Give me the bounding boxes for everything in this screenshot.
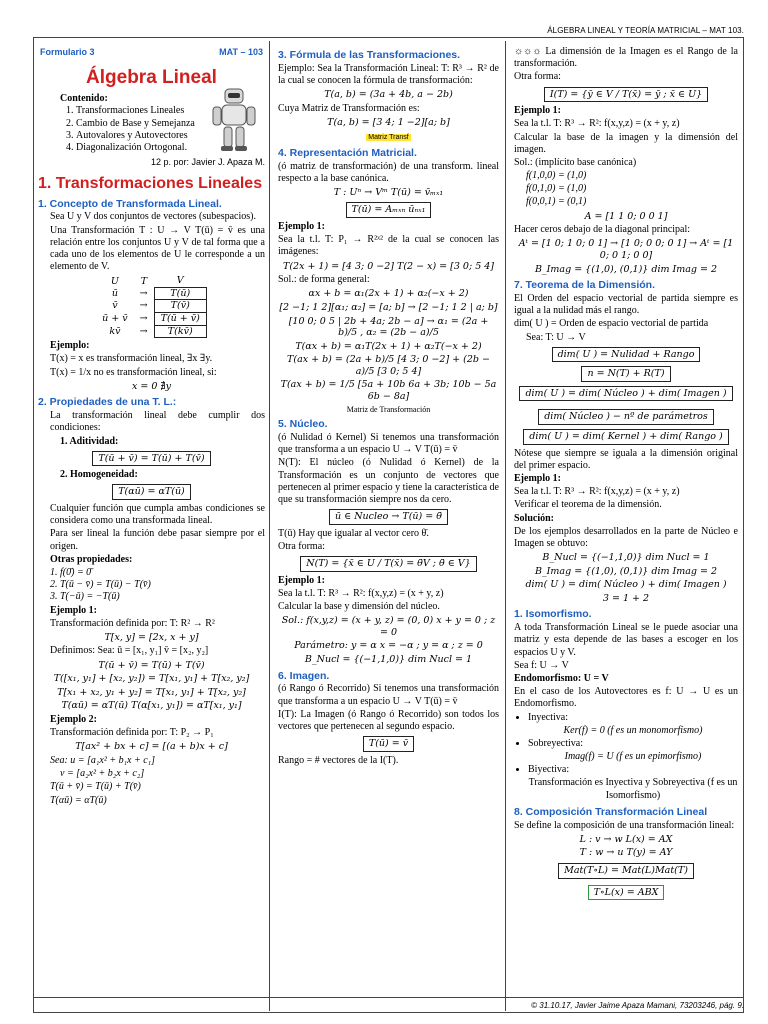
column-1: [34, 41, 270, 1011]
map-cell: v̄: [112, 300, 118, 312]
map-cell: T(kv̄): [154, 325, 206, 338]
contents-block: [38, 93, 265, 154]
example-label: Ejemplo 1:: [50, 604, 97, 616]
example-label: Solución:: [514, 512, 555, 524]
morphism-item: • Biyectiva:: [528, 764, 738, 776]
author-line: 12 p. por: Javier J. Apaza M.: [150, 157, 265, 168]
map-cell: T(ū + v̄): [154, 313, 206, 326]
formula: B_Nucl = {(−1,1,0)} dim Nucl = 1: [304, 654, 473, 666]
formula: B_Imag = {(1,0), (0,1)} dim Imag = 2: [534, 565, 718, 577]
section-title-isomorfismo: 1. Isomorfismo.: [514, 608, 592, 621]
formula: B_Imag = {(1,0), (0,1)} dim Imag = 2: [534, 263, 718, 275]
matrix-caption: Matriz de Transformación: [346, 404, 431, 414]
paragraph: T(ū) Hay que igualar al vector cero θ̄.: [278, 527, 429, 539]
running-header: ÁLGEBRA LINEAL Y TEORÍA MATRICIAL – MAT 103.: [547, 26, 744, 35]
map-arrow: →: [139, 287, 148, 299]
formula: v = [a₂x² + b₂x + c₂]: [60, 768, 145, 780]
example-label: Ejemplo 1:: [278, 574, 325, 586]
map-head: T: [140, 275, 148, 287]
formula: dim( U ) = dim( Núcleo ) + dim( Imagen ): [525, 579, 727, 591]
map-cell: ū: [111, 287, 118, 299]
formula-box: ū ∈ Nucleo → T(ū) = θ̄: [329, 509, 448, 525]
column-2: [270, 41, 506, 1011]
formula: T[x, y] = [2x, x + y]: [104, 631, 199, 643]
formula: αx + b = α₁(2x + 1) + α₂(−x + 2): [308, 288, 469, 300]
formula-box: dim( U ) = Nulidad + Rango: [552, 347, 701, 363]
formula: T(αū) = αT(ū) T(α[x₁, y₁]) = αT[x₁, y₁]: [61, 700, 242, 712]
paragraph: Cuya Matriz de Transformación es:: [278, 102, 420, 114]
subheading: 1. Aditividad:: [60, 435, 119, 447]
formula: Parámetro: y = α x = −α ; y = α ; z = 0: [294, 640, 483, 652]
formula: T : Uⁿ → Vᵐ T(ū) = v̄ₘₓ₁: [333, 186, 444, 198]
paragraph: Sea U y V dos conjuntos de vectores (subespacios).: [50, 211, 256, 223]
formula: T([x₁, y₁] + [x₂, y₂]) = T[x₁, y₁] + T[x₂, y₂]: [53, 673, 250, 685]
paragraph: Sea la t.l. T: P₁ → R²ˣ² de la cual se conocen las imágenes:: [278, 234, 499, 258]
morphism-list: [514, 712, 738, 802]
paragraph: Cualquier función que cumpla ambas condiciones se considera como una transformada lineal.: [50, 503, 265, 527]
section-title-composicion: 8. Composición Transformación Lineal: [514, 805, 708, 818]
formula-box: T(ū + v̄) = T(ū) + T(v̄): [92, 451, 210, 467]
section-title-representacion: 4. Representación Matricial.: [278, 146, 417, 159]
formulario-label: Formulario 3: [40, 47, 95, 57]
formula: T(a, b) = (3a + 4b, a − 2b): [324, 89, 453, 101]
formula: T(αx + b) = α₁T(2x + 1) + α₂T(−x + 2): [295, 340, 482, 352]
robot-illustration: [207, 87, 261, 153]
paragraph: A toda Transformación Lineal se le puede asociar una matriz y esta depende de las bases a escoger en los espacios U y V.: [514, 622, 738, 658]
running-footer: © 31.10.17, Javier Jaime Apaza Mamani, 73203246, pág. 9.: [531, 1001, 744, 1011]
paragraph: (ó Rango ó Recorrido) Si tenemos una transformación que transforma a un espacio U → V T(ū) = v̄: [278, 683, 499, 707]
paragraph: Calcular la base y dimensión del núcleo.: [278, 601, 440, 613]
formula: T(αū) = αT(ū): [50, 794, 107, 806]
example-label: Ejemplo:: [50, 340, 90, 352]
paragraph: Una Transformación T : U → V T(ū) = v̄ es una relación entre los conjuntos U y V de tal forma que a cada uno de los elementos de U le corresponde a un elemento de V.: [50, 224, 265, 273]
morphism-detail: Transformación es Inyectiva y Sobreyectiva (f es un Isomorfismo): [528, 777, 738, 801]
paragraph: ☼☼☼ La dimensión de la Imagen es el Rango de la transformación.: [514, 46, 738, 70]
formula: x = 0 ∄y: [132, 380, 171, 392]
section-title-formula: 3. Fórmula de las Transformaciones.: [278, 49, 461, 61]
paragraph: T(x) = x es transformación lineal, ∃x ∃y.: [50, 353, 213, 365]
formula-box-green: T∘L(x) = ABX: [588, 885, 665, 901]
paragraph: Sea: T: U → V: [526, 331, 586, 343]
formula: T(ū + v̄) = T(ū) + T(v̄): [50, 781, 141, 793]
contents-item: 2. Cambio de Base y Semejanza: [76, 118, 265, 130]
property-item: 2. T(ū − v̄) = T(ū) − T(v̄): [60, 579, 265, 591]
formula: A = [1 1 0; 0 0 1]: [584, 210, 668, 222]
example-label: Ejemplo 1:: [514, 105, 561, 117]
formula: T : w → u T(y) = AY: [579, 847, 673, 859]
paragraph: Sea la t.l. T: R³ → R²: f(x,y,z) = (x + y, z): [278, 587, 444, 599]
formula-box: Mat(T∘L) = Mat(L)Mat(T): [558, 863, 694, 879]
paragraph: Otra forma:: [514, 71, 561, 83]
paragraph: Hacer ceros debajo de la diagonal principal:: [514, 224, 691, 236]
contents-item: 4. Diagonalización Ortogonal.: [76, 142, 265, 154]
example-label: Ejemplo 1:: [278, 221, 325, 233]
paragraph: Otra forma:: [278, 541, 325, 552]
map-arrow: →: [139, 313, 148, 325]
paragraph: Para ser lineal la función debe pasar siempre por el origen.: [50, 528, 265, 552]
section-title-propiedades: 2. Propiedades de una T. L.:: [38, 396, 177, 409]
formula: [10 0; 0 5 | 2b + 4a; 2b − a] → α₁ = (2a + b)/5 , α₂ = (2b − a)/5: [288, 315, 489, 339]
paragraph: (ó matriz de transformación) de una transform. lineal respecto a la base canónica.: [278, 160, 499, 184]
property-item: 3. T(−ū) = −T(ū): [60, 591, 265, 603]
map-arrow: →: [139, 300, 148, 312]
paragraph: Transformación definida por: T: R² → R²: [50, 617, 215, 629]
formula: Aᵗ = [1 0; 1 0; 0 1] → [1 0; 0 0; 0 1] → Aᵗ = [1 0; 0 1; 0 0]: [518, 238, 734, 261]
mapping-table: [96, 275, 207, 338]
paragraph: Calcular la base de la imagen y la dimensión del imagen.: [514, 131, 738, 155]
paragraph: El Orden del espacio vectorial de partida siempre es igual a la nulidad más el rango.: [514, 292, 738, 317]
subheading: Otras propiedades:: [50, 553, 133, 565]
column-3: [506, 41, 744, 1011]
morphism-detail: Imag(f) = U (f es un epimorfismo): [564, 751, 702, 763]
contents-item: 3. Autovalores y Autovectores: [76, 130, 265, 142]
formula: T(ū + v̄) = T(ū) + T(v̄): [98, 659, 205, 671]
morphism-detail: Ker(f) = 0 (f es un monomorfismo): [563, 724, 703, 736]
example-label: Ejemplo 2:: [50, 713, 97, 725]
formula: 3 = 1 + 2: [602, 592, 650, 604]
paragraph: dim( U ) = Orden de espacio vectorial de partida: [514, 318, 709, 330]
formula-box: T(ū) = Aₘₓₙ ūₙₓ₁: [346, 202, 432, 218]
paragraph: Definimos: Sea: ū = [x₁, y₁] v̄ = [x₂, y₂]: [50, 645, 209, 657]
formula: L : v → w L(x) = AX: [579, 833, 673, 845]
example-label: Ejemplo 1:: [514, 472, 561, 484]
section-title-nucleo: 5. Núcleo.: [278, 418, 328, 431]
formula: T(a, b) = [3 4; 1 −2][a; b]: [327, 116, 450, 128]
paragraph: Rango = # vectores de la I(T).: [278, 754, 399, 766]
contents-title: Contenido:: [60, 93, 108, 105]
map-cell: ū + v̄: [102, 313, 128, 325]
paragraph: Sol.: (implícito base canónica): [514, 156, 637, 168]
formula-box: dim( U ) = dim( Kernel ) + dim( Rango ): [523, 429, 728, 445]
paragraph: (ó Nulidad ó Kernel) Si tenemos una transformación que transforma a un espacio U → V T(ū) = v̄: [278, 432, 499, 456]
formula: [2 −1; 1 2][α₁; α₂] = [a; b] → [2 −1; 1 2 | a; b]: [279, 301, 498, 313]
formula-box: n = N(T) + R(T): [581, 366, 670, 382]
properties-list: [38, 567, 265, 604]
formula-box: dim( Núcleo ) − nº de parámetros: [538, 409, 714, 425]
subheading: Endomorfismo: U = V: [514, 672, 609, 684]
formula: f(0,1,0) = (1,0): [526, 183, 587, 195]
paragraph: T(x) = 1/x no es transformación lineal, si:: [50, 366, 217, 378]
map-cell: kv̄: [109, 325, 121, 337]
formula: f(0,0,1) = (0,1): [526, 196, 587, 208]
map-cell: T(ū): [154, 287, 206, 300]
map-head: U: [110, 275, 119, 287]
formula-box: T(αū) = αT(ū): [112, 484, 191, 500]
morphism-item: • Sobreyectiva:: [528, 738, 738, 750]
paragraph: Nótese que siempre se iguala a la dimensión original del primer espacio.: [514, 447, 738, 471]
paragraph: Sol.: de forma general:: [278, 274, 370, 286]
property-item: 1. f(0̄) = 0̄: [60, 567, 265, 579]
paragraph: N(T): El núcleo (ó Nulidad ó Kernel) de la Transformación es un conjunto de vectores que pertenecen al primer espacio y tiene la característica de que su transformación siempre nos da cero.: [278, 457, 499, 506]
paragraph: Ejemplo: Sea la Transformación Lineal: T: R³ → R² de la cual se conocen la fórmula de transformación:: [278, 62, 499, 86]
paragraph: Sea la t.l. T: R³ → R²: f(x,y,z) = (x + y, z): [514, 486, 680, 498]
paragraph: De los ejemplos desarrollados en la parte de Núcleo e Imagen se obtuvo:: [514, 525, 738, 549]
course-code: MAT – 103: [219, 47, 263, 57]
formula: B_Nucl = {(−1,1,0)} dim Nucl = 1: [542, 552, 710, 564]
subheading: 2. Homogeneidad:: [60, 469, 138, 481]
paragraph: Verificar el teorema de la dimensión.: [514, 499, 662, 511]
morphism-item: • Inyectiva:: [528, 712, 738, 724]
formula: T(ax + b) = 1/5 [5a + 10b 6a + 3b; 10b − 5a 6b − 8a]: [280, 379, 497, 402]
formula: T[x₁ + x₂, y₁ + y₂] = T[x₁, y₁] + T[x₂, y₂]: [57, 686, 246, 698]
map-head: V: [176, 275, 184, 287]
paragraph: Se define la composición de una transformación lineal:: [514, 819, 735, 831]
formula: T(ax + b) = (2a + b)/5 [4 3; 0 −2] + (2b − a)/5 [3 0; 5 4]: [287, 354, 490, 377]
paragraph: Sea la t.l. T: R³ → R²: f(x,y,z) = (x + y, z): [514, 118, 680, 130]
formula: T[ax² + bx + c] = [(a + b)x + c]: [75, 741, 228, 753]
paragraph: La transformación lineal debe cumplir dos condiciones:: [50, 410, 265, 434]
section-title-teorema-dimension: 7. Teorema de la Dimensión.: [514, 279, 656, 292]
contents-item: 1. Transformaciones Lineales: [76, 105, 265, 117]
formula-box: I(T) = {ȳ ∈ V / T(x̄) = ȳ ; x̄ ∈ U}: [544, 87, 708, 103]
matrix-tag: Matriz Transf: [368, 133, 409, 141]
formula-box: N(T) = {x̄ ∈ U / T(x̄) = θ̄V ; θ̄ ∈ V}: [300, 556, 476, 572]
formula: f(1,0,0) = (1,0): [526, 170, 587, 182]
paragraph: En el caso de los Autovectores es f: U → U es un Endomorfismo.: [514, 686, 738, 710]
formula: T(2x + 1) = [4 3; 0 −2] T(2 − x) = [3 0; 5 4]: [282, 260, 495, 272]
map-cell: T(v̄): [154, 300, 206, 313]
formula: Sol.: f(x,y,z) = (x + y, z) = (0, 0) x + y = 0 ; z = 0: [281, 615, 496, 638]
paragraph: I(T): La Imagen (ó Rango ó Recorrido) son todos los vectores que pertenecen al segundo espacio.: [278, 708, 499, 732]
section-title-concepto: 1. Concepto de Transformada Lineal.: [38, 197, 222, 210]
formula-box: T(ū) = v̄: [363, 736, 414, 752]
section-title-imagen: 6. Imagen.: [278, 669, 330, 682]
map-arrow: →: [139, 325, 148, 337]
paragraph: Sea f: U → V: [514, 659, 569, 671]
formula: Sea: u = [a₁x² + b₁x + c₁]: [50, 754, 156, 766]
main-title: Álgebra Lineal: [86, 66, 217, 88]
formula-box: dim( U ) = dim( Núcleo ) + dim( Imagen ): [519, 386, 732, 402]
paragraph: Transformación definida por: T: P₂ → P₁: [50, 727, 214, 739]
section-title-transformaciones: 1. Transformaciones Lineales: [38, 175, 263, 193]
formulario-header: [38, 47, 265, 58]
